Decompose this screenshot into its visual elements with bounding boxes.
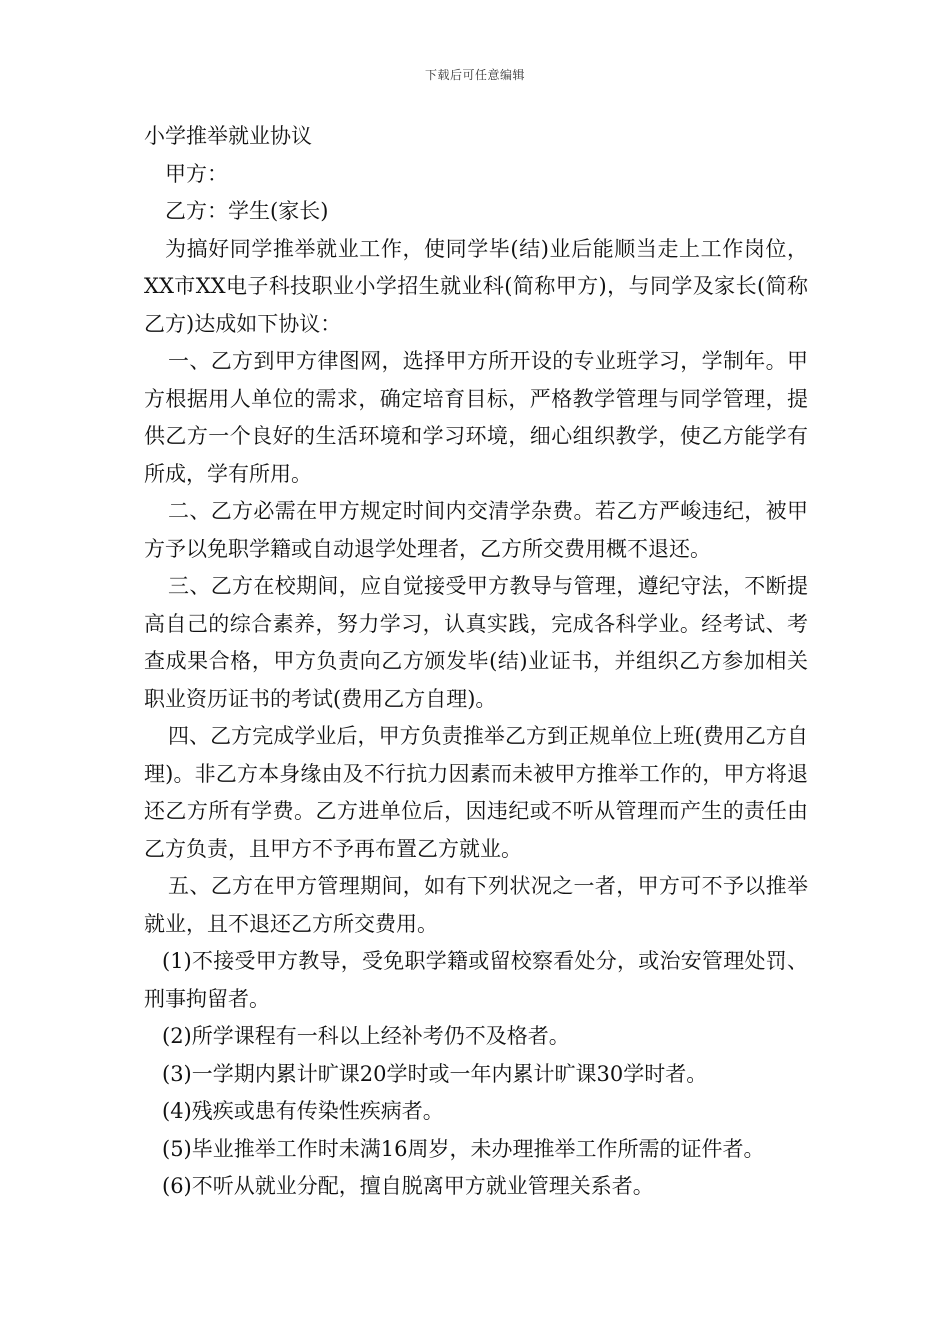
- header-note: 下载后可任意编辑: [424, 68, 525, 82]
- document-title: 小学推举就业协议: [144, 124, 312, 148]
- clause-5: 五、乙方在甲方管理期间，如有下列状况之一者，甲方可不予以推举就业，且不退还乙方所交费用。: [144, 874, 808, 936]
- intro-paragraph: 为搞好同学推举就业工作，使同学毕(结)业后能顺当走上工作岗位，XX市XX电子科技职业小学招生就业科(简称甲方)，与同学及家长(简称乙方)达成如下协议：: [144, 236, 808, 336]
- list-item: (1)不接受甲方教导，受免职学籍或留校察看处分，或治安管理处罚、刑事拘留者。: [144, 949, 808, 1011]
- party-b-line: 乙方：学生(家长): [165, 199, 329, 223]
- party-a-line: 甲方：: [165, 161, 228, 186]
- clause-4: 四、乙方完成学业后，甲方负责推举乙方到正规单位上班(费用乙方自理)。非乙方本身缘由及不行抗力因素而未被甲方推举工作的，甲方将退还乙方所有学费。乙方进单位后，因违纪或不听从管理而产生的责任由乙方负责，且甲方不予再布置乙方就业。: [144, 724, 808, 861]
- document-body: [144, 118, 808, 1206]
- list-item: (3)一学期内累计旷课20学时或一年内累计旷课30学时者。: [162, 1061, 708, 1086]
- list-item: (6)不听从就业分配，擅自脱离甲方就业管理关系者。: [162, 1174, 654, 1198]
- list-item: (2)所学课程有一科以上经补考仍不及格者。: [162, 1024, 570, 1048]
- clause-2: 二、乙方必需在甲方规定时间内交清学杂费。若乙方严峻违纪，被甲方予以免职学籍或自动退学处理者，乙方所交费用概不退还。: [144, 499, 808, 561]
- list-item: (5)毕业推举工作时未满16周岁，未办理推举工作所需的证件者。: [162, 1136, 765, 1161]
- clause-3: 三、乙方在校期间，应自觉接受甲方教导与管理，遵纪守法，不断提高自己的综合素养，努力学习，认真实践，完成各科学业。经考试、考查成果合格，甲方负责向乙方颁发毕(结)业证书，并组织乙方参加相关职业资历证书的考试(费用乙方自理)。: [144, 574, 808, 711]
- clause-1: 一、乙方到甲方律图网，选择甲方所开设的专业班学习，学制年。甲方根据用人单位的需求，确定培育目标，严格教学管理与同学管理，提供乙方一个良好的生活环境和学习环境，细心组织教学，使乙方能学有所成，学有所用。: [144, 349, 808, 486]
- list-item: (4)残疾或患有传染性疾病者。: [162, 1099, 444, 1123]
